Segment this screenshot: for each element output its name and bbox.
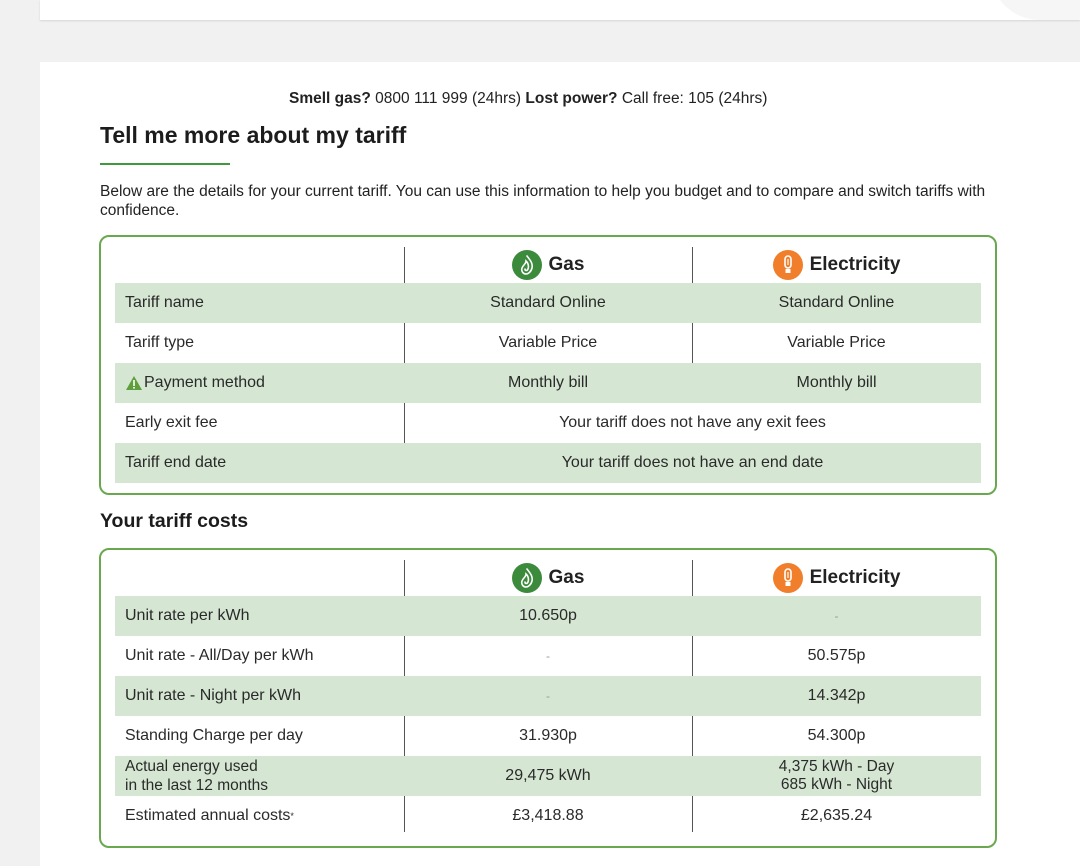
previous-card [40, 0, 1080, 20]
row-label-with-icon [115, 374, 404, 392]
table-row [115, 363, 981, 403]
lost-power-label: Lost power? [525, 90, 618, 107]
gas-value: £3,418.88 [512, 807, 584, 824]
gas-value: 10.650p [519, 607, 577, 624]
row-label-line: Actual energy used [125, 758, 258, 775]
row-label: Early exit fee [125, 414, 218, 431]
row-label: Tariff name [125, 294, 204, 311]
intro-text: Below are the details for your current tariff. You can use this information to help you budget and to compare and switch tariffs with confidence. [100, 183, 986, 219]
electricity-header-label: Electricity [809, 567, 901, 588]
row-label: Estimated annual costs [125, 807, 291, 824]
table-row [115, 636, 981, 676]
table-row [115, 716, 981, 756]
title-underline [100, 163, 230, 165]
table-row [115, 443, 981, 483]
header-row [115, 247, 981, 283]
row-label: Unit rate per kWh [125, 607, 250, 624]
tariff-card [40, 62, 1080, 866]
row-label: Payment method [144, 374, 265, 391]
row-label: Unit rate - Night per kWh [125, 687, 302, 704]
emergency-contacts [289, 90, 809, 108]
gas-value: Variable Price [498, 334, 598, 351]
table-row [115, 403, 981, 443]
lost-power-text[interactable]: Call free: 105 (24hrs) [621, 90, 768, 107]
flame-icon [512, 250, 542, 280]
bulb-icon [773, 250, 803, 280]
table-row [115, 796, 981, 836]
page-title: Tell me more about my tariff [100, 122, 407, 148]
table-row [115, 596, 981, 636]
smell-gas-number[interactable]: 0800 111 999 (24hrs) [375, 90, 522, 107]
row-label: Tariff end date [125, 454, 227, 471]
tariff-costs-table [99, 548, 997, 848]
gas-value: - [546, 649, 550, 663]
electricity-header [692, 247, 981, 283]
table-row [115, 283, 981, 323]
electricity-value: £2,635.24 [800, 807, 873, 824]
bulb-icon [773, 563, 803, 593]
tariff-grid [115, 247, 981, 483]
electricity-value: - [834, 609, 839, 623]
gas-value: - [546, 689, 550, 703]
row-label: Standing Charge per day [125, 727, 303, 744]
gas-header-label: Gas [548, 254, 585, 275]
electricity-value: Monthly bill [796, 374, 877, 391]
gas-value: Monthly bill [507, 374, 589, 391]
gas-header-label: Gas [548, 567, 585, 588]
table-row [115, 676, 981, 716]
row-label: Tariff type [125, 334, 195, 351]
smell-gas-label: Smell gas? [289, 90, 371, 107]
electricity-value: 14.342p [807, 687, 866, 704]
footnote-mark: * [290, 811, 294, 821]
row-label-line: in the last 12 months [125, 777, 269, 794]
row-label: Unit rate - All/Day per kWh [125, 647, 314, 664]
combined-value: Your tariff does not have any exit fees [559, 414, 826, 431]
electricity-value: 54.300p [807, 727, 866, 744]
card-corner-decoration [990, 0, 1080, 20]
row-label-multiline [115, 757, 404, 795]
electricity-header-label: Electricity [809, 254, 901, 275]
electricity-value-line: 4,375 kWh - Day [778, 758, 895, 775]
tariff-details-table [99, 235, 997, 495]
costs-section-title: Your tariff costs [100, 510, 249, 532]
gas-value: Standard Online [490, 294, 606, 311]
flame-icon [512, 563, 542, 593]
header-row [115, 560, 981, 596]
electricity-value-line: 685 kWh - Night [780, 776, 893, 793]
electricity-value: Variable Price [787, 334, 886, 351]
costs-grid [115, 560, 981, 836]
gas-value: 29,475 kWh [505, 767, 591, 784]
electricity-value: Standard Online [778, 294, 895, 311]
electricity-value-multiline [692, 758, 981, 794]
gas-header [404, 560, 692, 596]
row-label-with-mark [115, 807, 404, 825]
gas-value: 31.930p [519, 727, 577, 744]
combined-value: Your tariff does not have an end date [561, 454, 824, 471]
electricity-value: 50.575p [807, 647, 866, 664]
electricity-header [692, 560, 981, 596]
table-row [115, 756, 981, 796]
table-row [115, 323, 981, 363]
warning-triangle-icon [125, 375, 143, 391]
gas-header [404, 247, 692, 283]
